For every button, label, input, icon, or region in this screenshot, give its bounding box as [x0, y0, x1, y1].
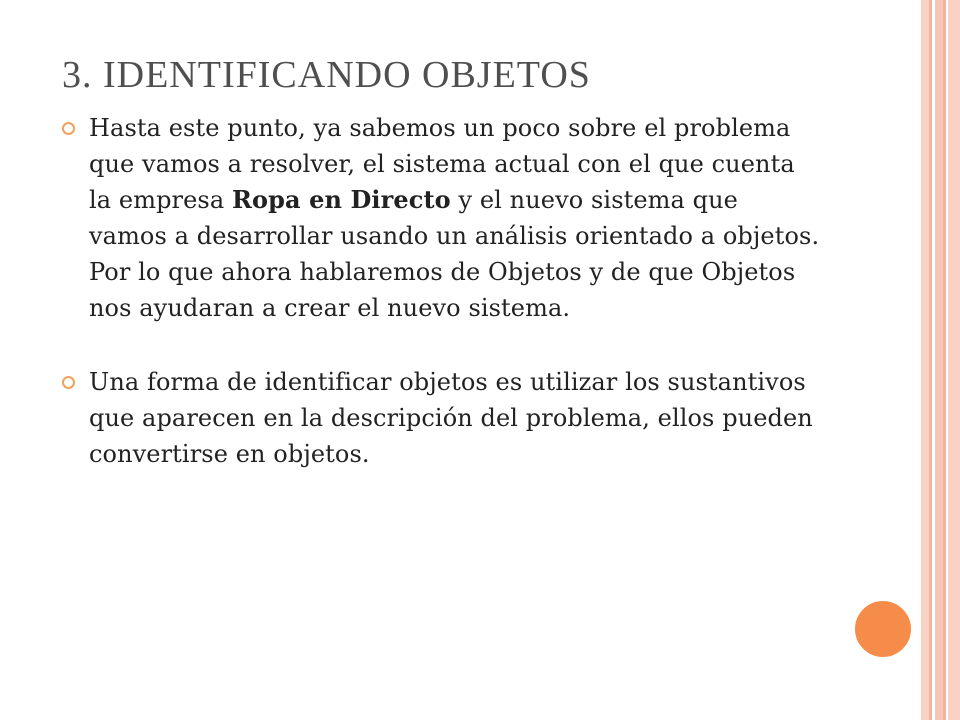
bullet-text-before: Hasta este punto, ya sabemos un poco sobre el problema que vamos a resolver, el sistema actual con el que cuenta la empresa: [89, 114, 795, 214]
orange-circle-decoration: [853, 599, 913, 659]
bullet-text-after: y el nuevo sistema que vamos a desarrollar usando un análisis orientado a objetos. Por lo que ahora hablaremos de Objetos y de que Objetos nos ayudaran a crear el nuevo sistema.: [89, 186, 820, 322]
slide-title: 3. IDENTIFICANDO OBJETOS: [62, 54, 591, 96]
bullet-bold-text: Ropa en Directo: [231, 185, 451, 214]
bullet-circle-icon: [62, 122, 75, 135]
bullet-text: Una forma de identificar objetos es utilizar los sustantivos que aparecen en la descripción del problema, ellos pueden convertirse en objetos.: [89, 368, 813, 468]
stripe-band: [921, 0, 929, 720]
bullet-item: [62, 364, 822, 472]
stripe-gap: [946, 0, 948, 720]
stripe-line: [943, 0, 946, 720]
bullet-item: [62, 110, 822, 326]
bullet-list: [62, 110, 822, 472]
stripe-band: [948, 0, 960, 720]
stripe-band: [935, 0, 943, 720]
decorative-stripes: [921, 0, 960, 720]
bullet-circle-icon: [62, 376, 75, 389]
stripe-line: [929, 0, 932, 720]
stripe-gap: [932, 0, 935, 720]
